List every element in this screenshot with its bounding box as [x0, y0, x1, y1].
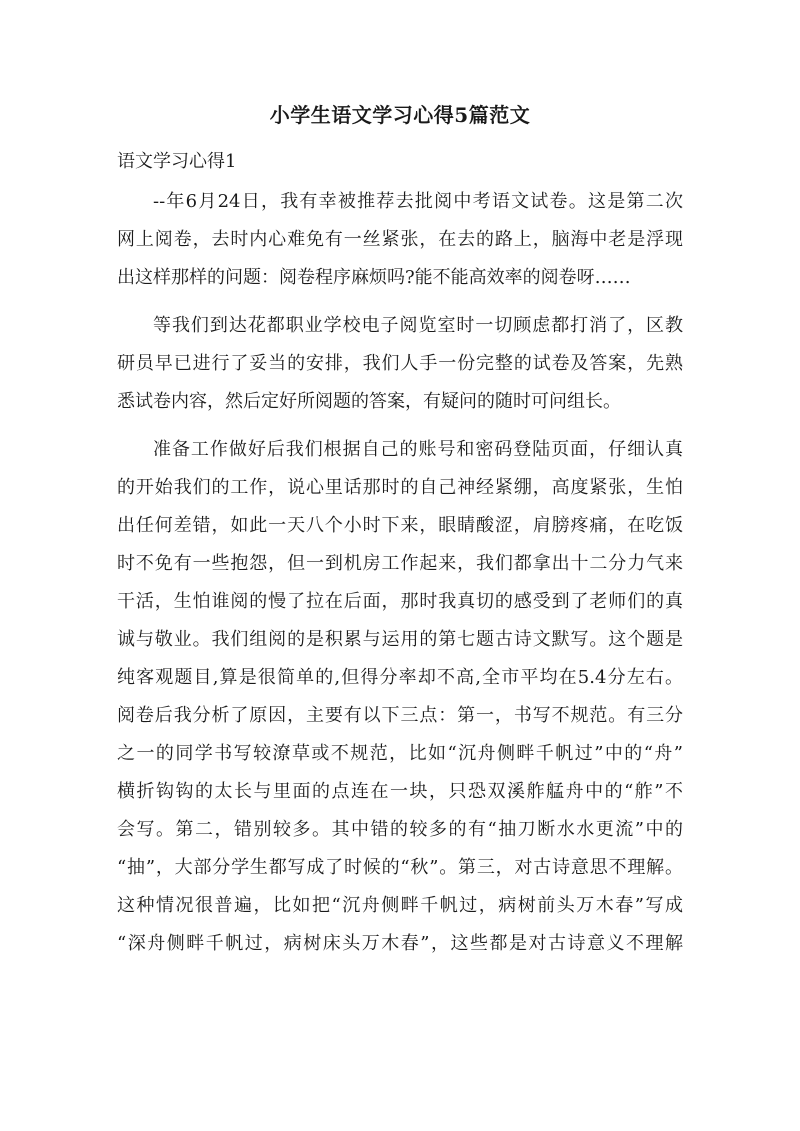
paragraph-line: 的开始我们的工作，说心里话那时的自己神经紧绷，高度紧张，生怕 — [117, 477, 683, 498]
paragraph-line: 网上阅卷，去时内心难免有一丝紧张，在去的路上，脑海中老是浮现 — [117, 229, 683, 250]
paragraph-line: 干活，生怕谁阅的慢了拉在后面，那时我真切的感受到了老师们的真 — [117, 591, 683, 612]
paragraph-line: 时不免有一些抱怨，但一到机房工作起来，我们都拿出十二分力气来 — [117, 553, 683, 574]
paragraph-3 — [117, 431, 683, 963]
paragraph-line: 会写。第二，错别较多。其中错的较多的有“抽刀断水水更流”中的 — [117, 819, 683, 840]
paragraph-line: 等我们到达花都职业学校电子阅览室时一切顾虑都打消了，区教 — [153, 315, 683, 336]
paragraph-line: 研员早已进行了妥当的安排，我们人手一份完整的试卷及答案，先熟 — [117, 353, 683, 374]
paragraph-line: 纯客观题目,算是很简单的,但得分率却不高,全市平均在5.4分左右。 — [117, 667, 683, 688]
paragraph-line: 准备工作做好后我们根据自己的账号和密码登陆页面，仔细认真 — [153, 439, 683, 460]
paragraph-line: 阅卷后我分析了原因，主要有以下三点：第一，书写不规范。有三分 — [117, 705, 683, 726]
paragraph-line: 悉试卷内容，然后定好所阅题的答案，有疑问的随时可问组长。 — [117, 391, 621, 412]
paragraph-line: 横折钩钩的太长与里面的点连在一块，只恐双溪舴艋舟中的“舴”不 — [117, 781, 683, 802]
paragraph-line: 出任何差错，如此一天八个小时下来，眼睛酸涩，肩膀疼痛，在吃饭 — [117, 515, 683, 536]
page-title: 小学生语文学习心得5篇范文 — [269, 103, 531, 127]
paragraph-line: 诚与敬业。我们组阅的是积累与运用的第七题古诗文默写。这个题是 — [117, 629, 683, 650]
section-heading: 语文学习心得1 — [117, 151, 237, 172]
paragraph-1 — [117, 183, 683, 297]
paragraph-line: 这种情况很普遍，比如把“沉舟侧畔千帆过，病树前头万木春”写成 — [117, 895, 683, 916]
paragraph-line: “深舟侧畔千帆过，病树床头万木春”，这些都是对古诗意义不理解 — [117, 933, 683, 954]
paragraph-line: 出这样那样的问题：阅卷程序麻烦吗?能不能高效率的阅卷呀…… — [117, 267, 631, 288]
paragraph-line: --年6月24日，我有幸被推荐去批阅中考语文试卷。这是第二次 — [153, 191, 683, 212]
paragraph-2 — [117, 307, 683, 421]
paragraph-line: “抽”，大部分学生都写成了时候的“秋”。第三，对古诗意思不理解。 — [117, 857, 683, 878]
paragraph-line: 之一的同学书写较潦草或不规范，比如“沉舟侧畔千帆过”中的“舟” — [117, 743, 683, 764]
